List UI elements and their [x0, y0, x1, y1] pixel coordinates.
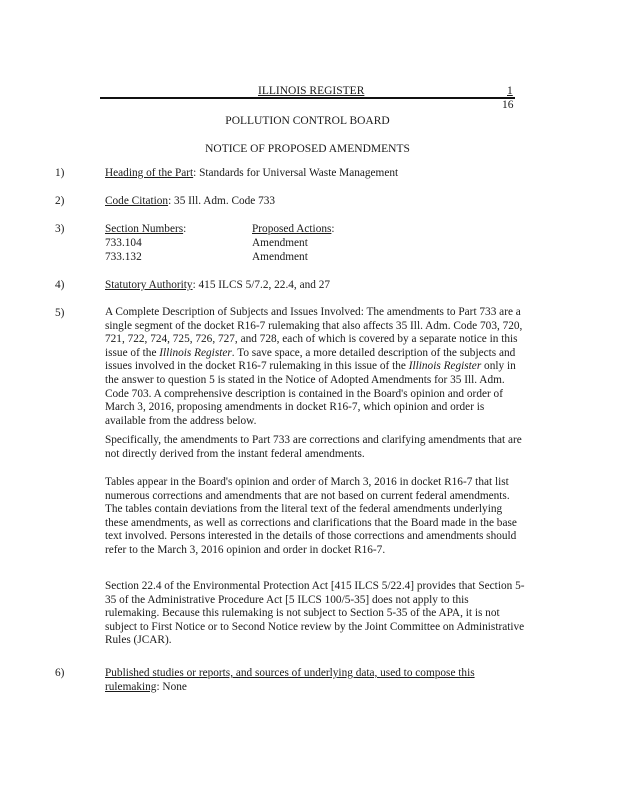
proposed-actions-label: Proposed Actions	[252, 223, 332, 235]
item-5-number: 5)	[55, 307, 65, 319]
item-4-number: 4)	[55, 279, 65, 291]
register-title: ILLINOIS REGISTER	[258, 85, 365, 97]
item-5-paragraph-4: Section 22.4 of the Environmental Protection Act [415 ILCS 5/22.4] provides that Section 5-35 of the Administrative Procedure Act [5 ILCS 100/5-35] does not apply to this rulemaking. Because this rulemaking is not subject to Section 5-35 of the APA, it is not subject to First Notice or to Second Notice review by the Joint Committee on Administrative Rules (JCAR).	[105, 580, 525, 647]
item-6-number: 6)	[55, 667, 65, 679]
item-5-paragraph-3: Tables appear in the Board's opinion and order of March 3, 2016 in docket R16-7 that list numerous corrections and amendments that are not based on current federal amendments. The tables contain deviations from the literal text of the federal amendments underlying these amendments, as well as corrections and clarifications that the Board made in the base text involved. Persons interested in the details of those corrections and amendments should refer to the March 3, 2016 opinion and order in docket R16-7.	[105, 476, 517, 556]
section-numbers-label: Section Numbers	[105, 223, 184, 235]
header-rule	[100, 97, 515, 99]
agency-heading: POLLUTION CONTROL BOARD	[225, 115, 390, 127]
item-6-line-2	[105, 680, 187, 694]
item-6-label-2: rulemaking	[105, 681, 157, 693]
section-number-cell: 733.104	[105, 237, 142, 249]
proposed-action-cell: Amendment	[252, 237, 308, 249]
item-4-label: Statutory Authority	[105, 279, 193, 291]
item-6-label: Published studies or reports, and sources of underlying data, used to compose this	[105, 667, 475, 679]
notice-title: NOTICE OF PROPOSED AMENDMENTS	[205, 143, 410, 155]
item-2-value: : 35 Ill. Adm. Code 733	[168, 195, 276, 207]
item-6-line-1	[105, 666, 475, 680]
item-2-line	[105, 194, 275, 208]
page-number: 1	[507, 85, 513, 97]
item-2-label: Code Citation	[105, 195, 169, 207]
item-4-value: : 415 ILCS 5/7.2, 22.4, and 27	[192, 279, 331, 291]
proposed-actions-colon: :	[331, 223, 335, 235]
item-1-number: 1)	[55, 167, 65, 179]
section-numbers-header	[105, 222, 186, 236]
proposed-actions-header	[252, 222, 335, 236]
italic-illinois-register: Illinois Register	[408, 360, 482, 373]
item-1-line	[105, 166, 398, 180]
item-5-paragraph-2: Specifically, the amendments to Part 733 are corrections and clarifying amendments that are not directly derived from the instant federal amendments.	[105, 434, 522, 460]
item-5-text-b: . To save space, a more detailed description of the subjects and issues involved in the docket R16-7 rulemaking in this issue of the	[105, 346, 516, 373]
section-number-cell: 733.132	[105, 251, 142, 263]
proposed-action-cell: Amendment	[252, 251, 308, 263]
volume-number: 16	[502, 99, 514, 111]
item-6-value: : None	[156, 681, 187, 693]
item-5-paragraph-1	[105, 306, 525, 428]
item-1-label: Heading of the Part	[105, 167, 194, 179]
item-1-value: : Standards for Universal Waste Management	[193, 167, 399, 179]
item-3-number: 3)	[55, 223, 65, 235]
item-4-line	[105, 278, 330, 292]
item-2-number: 2)	[55, 195, 65, 207]
section-numbers-colon: :	[183, 223, 187, 235]
item-5-text-c: only in the answer to question 5 is stated in the Notice of Adopted Amendments for 35 Ill. Adm. Code 703. A comprehensive description is contained in the Board's opinion and order of March 3, 2016, proposing amendments in docket R16-7, which opinion and order is available from the address below.	[105, 360, 516, 427]
item-5-text-a: A Complete Description of Subjects and Issues Involved: The amendments to Part 733 are a single segment of the docket R16-7 rulemaking that also affects 35 Ill. Adm. Code 703, 720, 721, 722, 724, 725, 726, 727, and 728, each of which is covered by a separate notice in this issue of the	[105, 306, 523, 359]
italic-illinois-register: Illinois Register	[159, 346, 232, 359]
